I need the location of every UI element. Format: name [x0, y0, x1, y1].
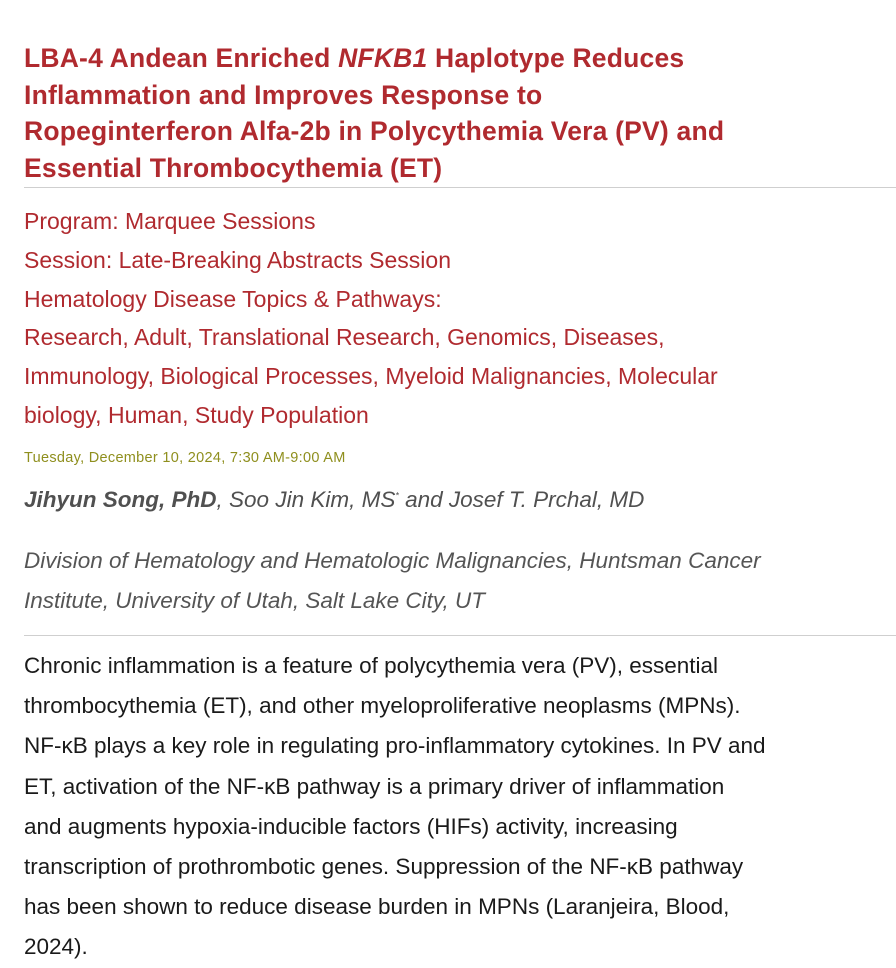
program-link[interactable]: Program: Marquee Sessions [24, 208, 316, 234]
title-line3: Ropeginterferon Alfa-2b in Polycythemia Vera (PV) and [24, 116, 725, 146]
abstract-line: NF-κB plays a key role in regulating pro-inflammatory cytokines. In PV and [24, 733, 766, 759]
author-marker: * [395, 490, 399, 501]
author-rest[interactable]: and Josef T. Prchal, MD [398, 487, 645, 512]
session-date: Tuesday, December 10, 2024, 7:30 AM-9:00 AM [24, 450, 346, 466]
title-line4: Essential Thrombocythemia (ET) [24, 152, 443, 183]
affiliation [24, 541, 896, 620]
abstract-line: has been shown to reduce disease burden in MPNs (Laranjeira, Blood, [24, 894, 730, 920]
author-separator: , [216, 487, 230, 512]
topics-line: Immunology, Biological Processes, Myeloid Malignancies, Molecular [24, 363, 718, 390]
abstract-line: and augments hypoxia-inducible factors (HIFs) activity, increasing [24, 813, 678, 839]
title-line1-rest: Haplotype Reduces [427, 43, 685, 73]
title-divider [24, 187, 896, 188]
session-link[interactable]: Session: Late-Breaking Abstracts Session [24, 246, 452, 273]
session-meta [24, 202, 884, 435]
presenting-author[interactable]: Jihyun Song, PhD [24, 487, 217, 512]
abstract-line: thrombocythemia (ET), and other myeloproliferative neoplasms (MPNs). [24, 693, 741, 719]
topics-line: Research, Adult, Translational Research, Genomics, Diseases, [24, 324, 665, 351]
abstract-title [24, 40, 884, 186]
abstract-body [24, 646, 894, 968]
title-line2: Inflammation and Improves Response to [24, 79, 543, 110]
abstract-line: Chronic inflammation is a feature of polycythemia vera (PV), essential [24, 653, 719, 678]
affiliation-line: Division of Hematology and Hematologic Malignancies, Huntsman Cancer [24, 548, 761, 573]
affiliation-line: Institute, University of Utah, Salt Lake City, UT [24, 587, 485, 613]
topics-line: biology, Human, Study Population [24, 401, 369, 428]
abstract-line: 2024). [24, 934, 88, 960]
title-prefix: LBA-4 Andean Enriched [24, 43, 339, 73]
author-list [24, 487, 644, 513]
topics-label: Hematology Disease Topics & Pathways: [24, 285, 442, 312]
abstract-line: ET, activation of the NF-κB pathway is a primary driver of inflammation [24, 773, 725, 799]
abstract-line: transcription of prothrombotic genes. Suppression of the NF-κB pathway [24, 854, 744, 880]
author-2[interactable]: Soo Jin Kim, MS [229, 487, 396, 512]
body-divider [24, 635, 896, 636]
title-gene: NFKB1 [338, 43, 428, 73]
